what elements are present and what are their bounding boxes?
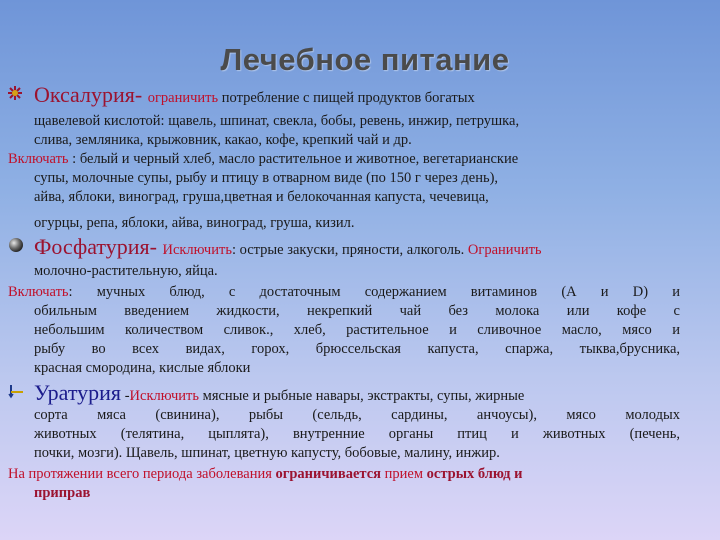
phosphaturia-line-2: молочно-растительную, яйца. — [34, 263, 218, 279]
phosphaturia-heading: Фосфатурия — [34, 234, 150, 259]
exclude-label: Исключить — [129, 388, 200, 404]
footer-line-2: приправ — [34, 485, 91, 501]
uraturia-line-2: сорта мяса (свинина), рыбы (сельдь, сардины, анчоусы), мясо молодых — [34, 407, 680, 423]
oxaluria-line-6: айва, яблоки, виноград, груша,цветная и белокочанная капуста, чечевица, — [34, 189, 489, 205]
phosphaturia-line-7: красная смородина, кислые яблоки — [34, 360, 251, 376]
oxaluria-line-1: Оксалурия- ограничить потребление с пищей продуктов богатых — [34, 82, 475, 107]
include-label: Включать — [8, 151, 69, 167]
footer-line-1: На протяжении всего периода заболевания ограничивается прием острых блюд и — [8, 466, 523, 482]
phosphaturia-line-3: Включать: мучных блюд, с достаточным содержанием витаминов (А и D) и — [8, 284, 680, 300]
oxaluria-line-2: щавелевой кислотой: щавель, шпинат, свекла, бобы, ревень, инжир, петрушка, — [34, 113, 520, 129]
uraturia-line-3: животных (телятина, цыплята), внутренние органы птиц и животных (печень, — [34, 426, 680, 442]
include-label: Включать — [8, 284, 69, 300]
uraturia-line-1: Уратурия -Исключить мясные и рыбные навары, экстракты, супы, жирные — [34, 380, 525, 405]
phosphaturia-line-1: Фосфатурия- Исключить: острые закуски, пряности, алкоголь. Ограничить — [34, 234, 542, 259]
oxaluria-line-4: Включать : белый и черный хлеб, масло растительное и животное, вегетарианские — [8, 151, 519, 167]
page-title: Лечебное питание — [220, 42, 510, 77]
phosphaturia-line-6: рыбу во всех видах, горох, брюссельская капуста, спаржа, тыква,брусника, — [34, 341, 680, 357]
oxaluria-line-5: супы, молочные супы, рыбу и птицу в отварном виде (по 150 г через день), — [34, 170, 499, 186]
phosphaturia-line-4: обильным введением жидкости, некрепкий чай без молока или кофе с — [34, 303, 680, 319]
oxaluria-line-3: слива, земляника, крыжовник, какао, кофе, крепкий чай и др. — [34, 132, 412, 148]
starburst-bullet-icon — [8, 86, 22, 105]
phosphaturia-line-5: небольшим количеством сливок., хлеб, растительное и сливочное масло, мясо и — [34, 322, 680, 338]
restrict-label: Ограничить — [467, 242, 542, 258]
oxaluria-line-7: огурцы, репа, яблоки, айва, виноград, груша, кизил. — [34, 215, 355, 231]
uraturia-heading: Уратурия — [34, 380, 122, 405]
arrow-bullet-icon — [8, 383, 24, 404]
restrict-label: ограничить — [147, 90, 219, 106]
oxaluria-heading: Оксалурия — [34, 82, 135, 107]
uraturia-line-4: почки, мозги). Щавель, шпинат, цветную капусту, бобовые, малину, инжир. — [34, 445, 500, 461]
sphere-bullet-icon — [8, 237, 24, 258]
exclude-label: Исключить — [162, 242, 232, 258]
